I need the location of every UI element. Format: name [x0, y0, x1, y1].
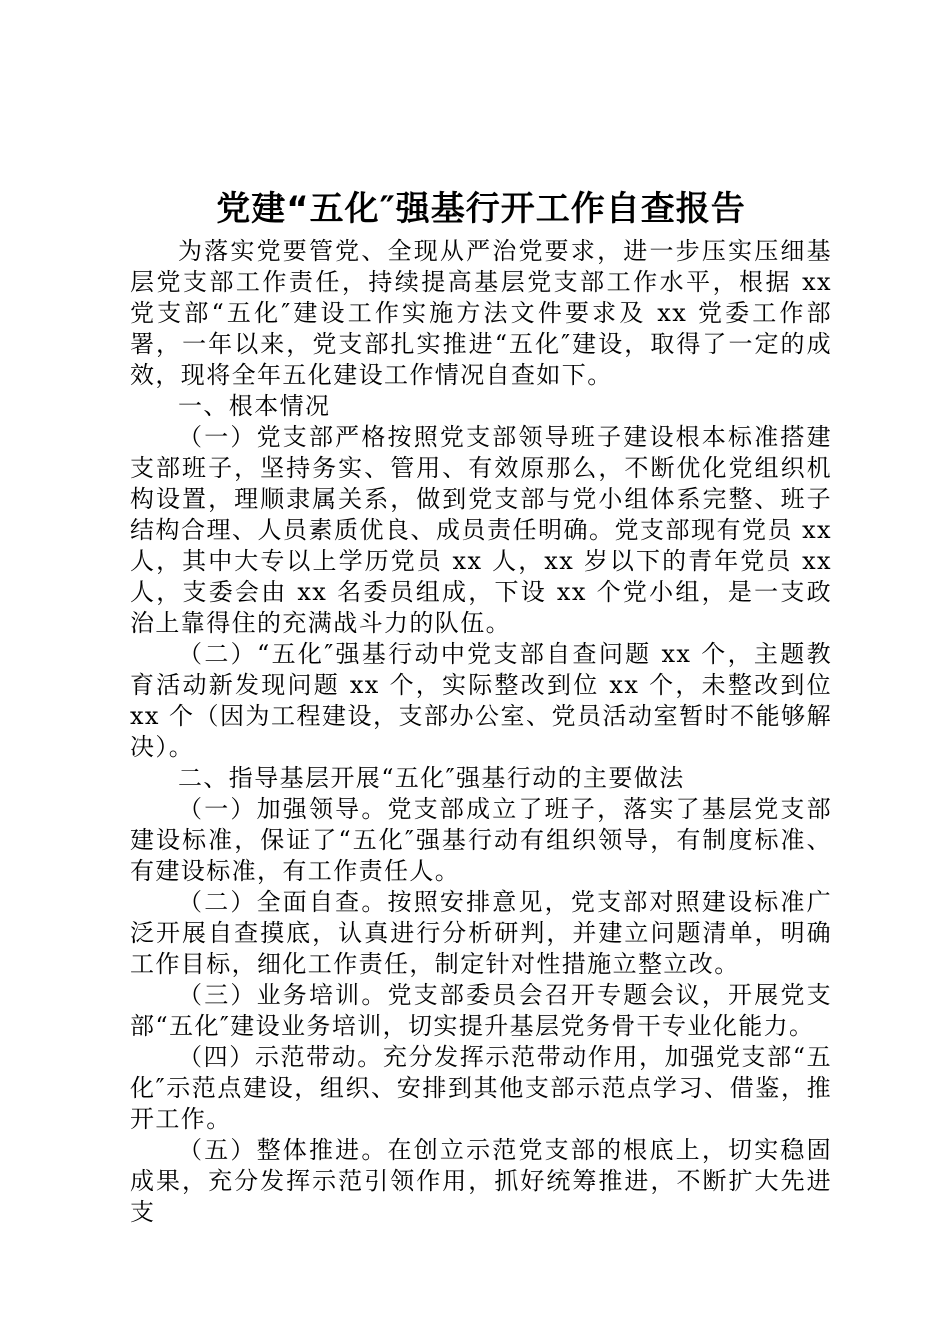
section-heading-basic: 一、根本情况 — [178, 392, 331, 420]
paragraph-method-1: （一）加强领导。党支部成立了班子，落实了基层党支部建设标准，保证了“五化″强基行动有组织领导，有制度标准、有建设标准，有工作责任人。 — [130, 795, 832, 885]
paragraph-method-2: （二）全面自查。按照安排意见，党支部对照建设标准广泛开展自查摸底，认真进行分析研判，并建立问题清单，明确工作目标，细化工作责任，制定针对性措施立整立改。 — [130, 888, 832, 978]
paragraph-method-3: （三）业务培训。党支部委员会召开专题会议，开展党支部“五化″建设业务培训，切实提升基层党务骨干专业化能力。 — [130, 981, 832, 1040]
document-title: 党建“五化″强基行开工作自查报告 — [216, 189, 746, 229]
paragraph-method-4: （四）示范带动。充分发挥示范带动作用，加强党支部“五化″示范点建设，组织、安排到其他支部示范点学习、借鉴，推开工作。 — [130, 1043, 832, 1133]
document-page — [130, 186, 832, 1228]
paragraph-basic-1: （一）党支部严格按照党支部领导班子建设根本标准搭建支部班子，坚持务实、管用、有效原那么，不断优化党组织机构设置，理顺隶属关系，做到党支部与党小组体系完整、班子结构合理、人员素质优良、成员责任明确。党支部现有党员 xx 人，其中大专以上学历党员 xx 人，xx 岁以下的青年党员 xx 人，支委会由 xx 名委员组成，下设 xx 个党小组，是一支政治上靠得住的充满战斗力的队伍。 — [130, 423, 832, 637]
intro-paragraph: 为落实党要管党、全现从严治党要求，进一步压实压细基层党支部工作责任，持续提高基层党支部工作水平，根据 xx 党支部“五化″建设工作实施方法文件要求及 xx 党委工作部署，一年以来，党支部扎实推进“五化″建设，取得了一定的成效，现将全年五化建设工作情况自查如下。 — [130, 237, 832, 389]
paragraph-method-5: （五）整体推进。在创立示范党支部的根底上，切实稳固成果，充分发挥示范引领作用，抓好统筹推进，不断扩大先进支 — [130, 1136, 832, 1226]
section-heading-methods: 二、指导基层开展“五化″强基行动的主要做法 — [178, 764, 685, 792]
paragraph-basic-2: （二）“五化″强基行动中党支部自查问题 xx 个，主题教育活动新发现问题 xx 个，实际整改到位 xx 个，未整改到位 xx 个（因为工程建设，支部办公室、党员活动室暂时不能够解决）。 — [130, 640, 832, 761]
